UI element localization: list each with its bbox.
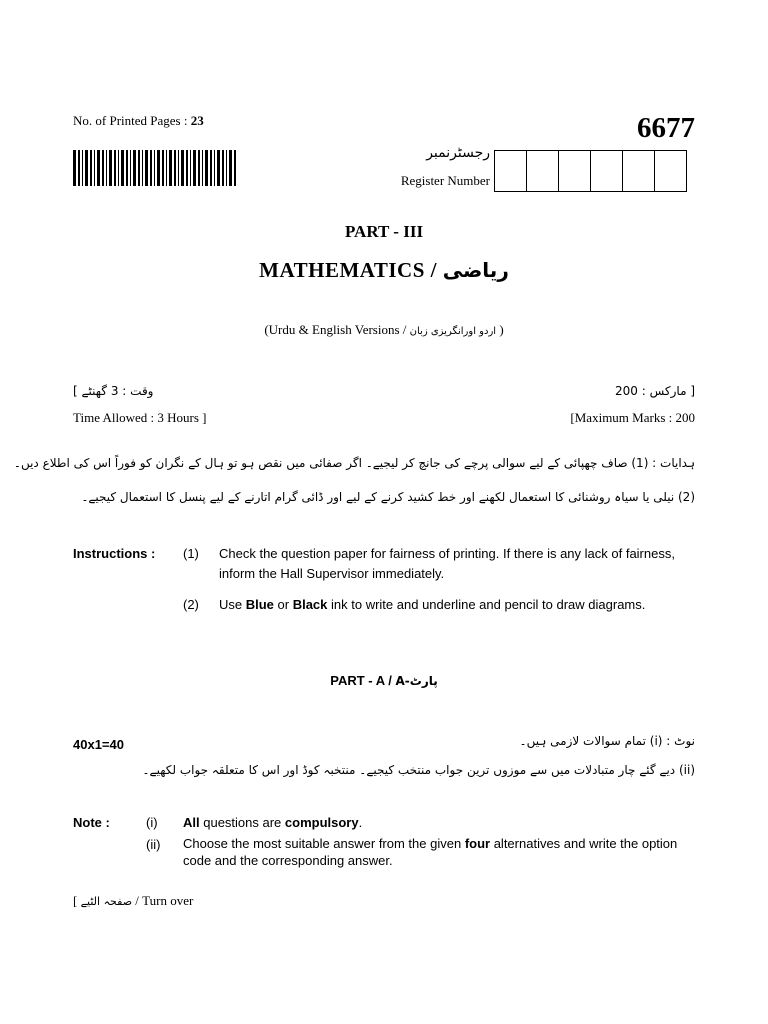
turn-over [73, 893, 193, 909]
urdu-instruction-1: ہدایات : (1) صاف چھپائی کے لیے سوالی پرچے کی جانچ کر لیجیے۔ اگر صفائی میں نقص ہو تو ہال کے نگران کو فوراً اس کی اطلاع دیں۔ [13, 456, 695, 470]
instruction-fragment: Blue [245, 597, 274, 612]
note-fragment: questions are [199, 815, 285, 830]
time-allowed: Time Allowed : 3 Hours ] [73, 410, 207, 425]
max-marks-urdu: 200 : مارکس ] [615, 384, 695, 398]
instruction-fragment: or [273, 597, 293, 612]
versions-ur: اردو اورانگریزی زبان [409, 326, 497, 337]
urdu-note-1: نوٹ : (i) تمام سوالات لازمی ہیں۔ [519, 734, 695, 748]
register-digit-box[interactable] [655, 151, 687, 191]
register-number-urdu: رجسٹرنمبر [426, 145, 490, 161]
subject-ur: ریاضی [442, 258, 509, 282]
instruction-number: (1) [183, 546, 199, 561]
note-fragment: Choose the most suitable answer from the given [183, 836, 465, 851]
part-a-label-ur: A-پارٹ [395, 674, 438, 688]
time-allowed-urdu: [ وقت : 3 گھنٹے [73, 384, 154, 398]
max-marks: [Maximum Marks : 200 [570, 410, 695, 425]
urdu-note-2: (ii) دیے گئے چار متبادلات میں سے موزوں ترین جواب منتخب کیجیے۔ منتخبہ کوڈ اور اس کا متعلقہ جواب لکھیے۔ [142, 763, 695, 777]
register-digit-box[interactable] [623, 151, 655, 191]
note-fragment: . [358, 815, 363, 830]
printed-pages-value: 23 [190, 113, 204, 128]
note-fragment: four [464, 836, 491, 851]
register-digit-box[interactable] [591, 151, 623, 191]
subject-title [0, 258, 768, 283]
register-number-boxes[interactable] [494, 150, 687, 192]
instructions-label: Instructions : [73, 546, 156, 561]
note-text [183, 813, 362, 833]
turn-over-bracket: [ [73, 893, 78, 908]
printed-pages-label: No. of Printed Pages : [73, 113, 188, 128]
register-digit-box[interactable] [495, 151, 527, 191]
turn-over-label: / Turn over [132, 893, 194, 908]
instruction-fragment: Use [219, 597, 246, 612]
note-fragment: compulsory [284, 815, 359, 830]
register-digit-box[interactable] [527, 151, 559, 191]
note-text [183, 835, 683, 869]
marks-scheme: 40x1=40 [73, 737, 124, 752]
barcode-image [73, 150, 238, 186]
instruction-fragment: Black [292, 597, 328, 612]
part-a-label: PART - A / [330, 673, 392, 688]
note-label: Note : [73, 815, 110, 830]
instruction-fragment: ink to write and underline and pencil to draw diagrams. [327, 597, 646, 612]
note-fragment: alternatives and write the option code and the corresponding answer. [183, 836, 678, 868]
note-number: (i) [146, 815, 158, 830]
versions-suffix: ) [499, 322, 504, 337]
register-number-label: Register Number [400, 173, 490, 188]
part-a-heading [0, 673, 768, 688]
urdu-instruction-2: (2) نیلی یا سیاہ روشنائی کا استعمال لکھنے اور خط کشید کرنے کے لیے اور ڈائی گرام اتارنے کے لیے پنسل کا استعمال کیجیے۔ [81, 490, 695, 504]
paper-code: 6677 [637, 112, 695, 144]
subject-en: MATHEMATICS / [259, 258, 437, 282]
instruction-number: (2) [183, 597, 199, 612]
versions-line [0, 322, 768, 338]
note-number: (ii) [146, 837, 161, 852]
turn-over-urdu: صفحہ الٹیے [80, 895, 133, 908]
printed-pages [73, 113, 204, 129]
register-digit-box[interactable] [559, 151, 591, 191]
part-title: PART - III [344, 222, 424, 241]
instruction-text: Check the question paper for fairness of printing. If there is any lack of fairness, inform the Hall Supervisor immediately. [219, 546, 675, 581]
note-fragment: All [183, 815, 200, 830]
versions-prefix: (Urdu & English Versions / [264, 322, 407, 337]
instruction-text [219, 595, 709, 615]
